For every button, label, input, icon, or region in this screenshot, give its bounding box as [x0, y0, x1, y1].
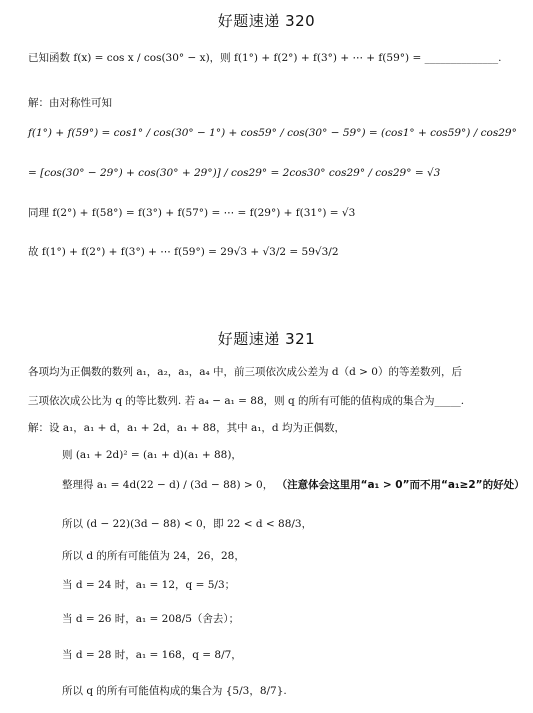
problem-320-step-2: = [cos(30° − 29°) + cos(30° + 29°)] / cos29° = 2cos30° cos29° / cos29° = √3 — [28, 167, 441, 179]
problem-321-question-line-1: 各项均为正偶数的数列 a₁，a₂，a₃，a₄ 中，前三项依次成公差为 d（d > 0）的等差数列，后 — [28, 366, 462, 378]
problem-321-step-8: 所以 q 的所有可能值构成的集合为 {5/3，8/7}. — [62, 685, 287, 697]
problem-320-step-1: f(1°) + f(59°) = cos1° / cos(30° − 1°) + cos59° / cos(30° − 59°) = (cos1° + cos59°) / cos29° — [28, 127, 517, 139]
problem-321-step-3: 所以 (d − 22)(3d − 88) < 0，即 22 < d < 88/3， — [62, 518, 313, 530]
problem-321-step-7: 当 d = 28 时，a₁ = 168，q = 8/7， — [62, 649, 242, 661]
problem-321-question-line-2: 三项依次成公比为 q 的等比数列. 若 a₄ − a₁ = 88，则 q 的所有可能的值构成的集合为_____. — [28, 395, 465, 407]
problem-321-step-1: 则 (a₁ + 2d)² = (a₁ + d)(a₁ + 88)， — [62, 449, 242, 461]
problem-321-title: 好题速递 321 — [217, 330, 316, 348]
problem-321-step-6: 当 d = 26 时，a₁ = 208/5（舍去）； — [62, 613, 240, 625]
problem-321-step-4: 所以 d 的所有可能值为 24，26，28， — [62, 550, 245, 562]
problem-320-title: 好题速递 320 — [217, 12, 316, 30]
problem-321-step-2-math: 整理得 a₁ = 4d(22 − d) / (3d − 88) > 0， — [62, 479, 274, 491]
problem-320-solution-label: 解：由对称性可知 — [28, 97, 112, 109]
problem-321-solution-line: 解：设 a₁，a₁ + d，a₁ + 2d，a₁ + 88，其中 a₁，d 均为正偶数， — [28, 422, 345, 434]
problem-321-step-2-note: （注意体会这里用“a₁ > 0”而不用“a₁≥2”的好处） — [276, 479, 525, 491]
problem-321-step-2 — [62, 478, 525, 492]
problem-320-step-3: 同理 f(2°) + f(58°) = f(3°) + f(57°) = ⋯ = f(29°) + f(31°) = √3 — [28, 207, 356, 219]
problem-320-step-4: 故 f(1°) + f(2°) + f(3°) + ⋯ f(59°) = 29√3 + √3/2 = 59√3/2 — [28, 246, 339, 258]
problem-321-step-5: 当 d = 24 时，a₁ = 12，q = 5/3； — [62, 579, 236, 591]
problem-320-question: 已知函数 f(x) = cos x / cos(30° − x)，则 f(1°) + f(2°) + f(3°) + ⋯ + f(59°) = ______________. — [28, 52, 502, 64]
